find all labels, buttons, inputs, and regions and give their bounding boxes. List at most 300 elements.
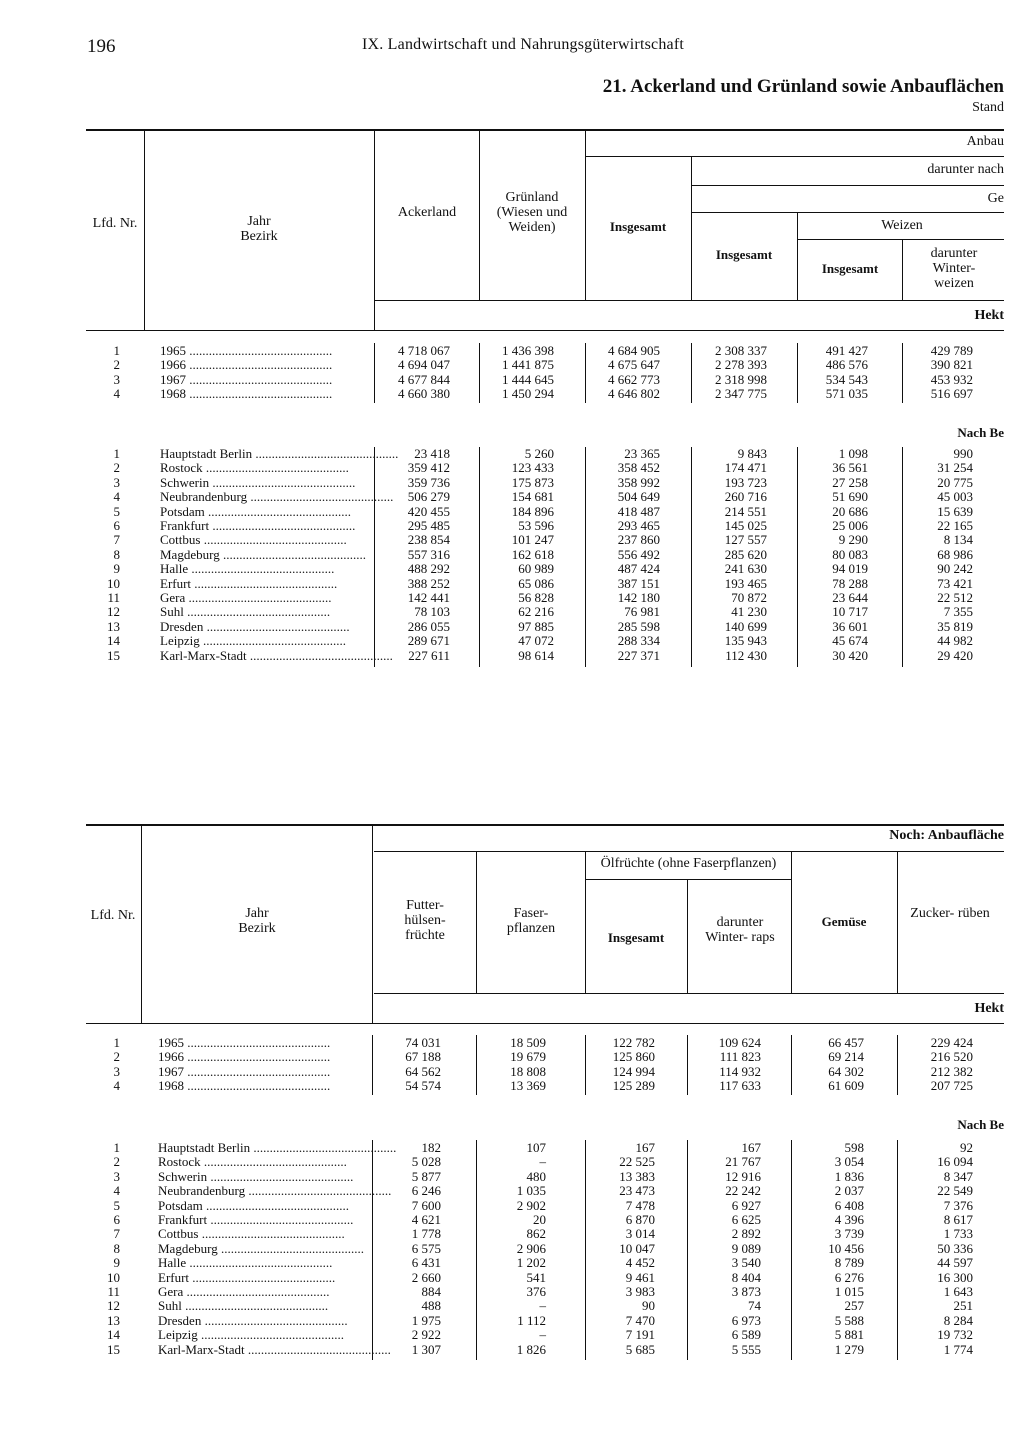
cell-value: 60 989 — [518, 561, 554, 577]
cell-value: 56 828 — [518, 590, 554, 605]
cell-value: 260 716 — [724, 489, 767, 505]
cell-value: 491 427 — [825, 343, 868, 358]
cell-value: 61 609 — [828, 1078, 864, 1094]
header-ge: Ge — [987, 191, 1004, 206]
cell-value: 5 260 — [524, 446, 554, 461]
cell-value: 387 151 — [617, 575, 660, 591]
cell-value: 80 083 — [832, 546, 868, 562]
cell-value: 1 643 — [943, 1284, 973, 1299]
row-label: Schwerin ............................................ — [158, 1168, 354, 1184]
row-label: Dresden ............................................ — [160, 618, 350, 634]
cell-value: 51 690 — [832, 489, 868, 505]
cell-value: 285 598 — [617, 618, 660, 634]
cell-value: 2 660 — [411, 1269, 441, 1285]
row-number: 5 — [113, 1197, 120, 1213]
cell-value: 4 694 047 — [398, 357, 450, 373]
cell-value: 557 316 — [407, 546, 450, 562]
cell-value: 6 431 — [411, 1255, 441, 1271]
cell-value: 125 289 — [612, 1078, 655, 1094]
cell-value: 5 877 — [411, 1168, 441, 1184]
cell-value: 6 625 — [731, 1212, 761, 1227]
row-label: Erfurt ............................................ — [160, 575, 338, 591]
cell-value: 142 180 — [617, 590, 660, 605]
row-label: Cottbus ............................................ — [158, 1226, 345, 1242]
cell-value: 3 739 — [834, 1226, 864, 1242]
cell-value: 487 424 — [617, 561, 660, 577]
cell-value: 74 — [748, 1298, 761, 1314]
row-label: Suhl ............................................ — [158, 1298, 329, 1314]
row-number: 13 — [107, 618, 120, 634]
cell-value: 140 699 — [724, 618, 767, 634]
cell-value: 3 014 — [625, 1226, 655, 1242]
cell-value: 3 873 — [731, 1284, 761, 1299]
cell-value: 5 555 — [731, 1341, 761, 1357]
cell-value: 92 — [960, 1140, 973, 1155]
cell-value: 47 072 — [518, 633, 554, 649]
row-number: 15 — [107, 647, 120, 663]
section-label: Nach Be — [957, 425, 1004, 440]
cell-value: 18 808 — [510, 1063, 546, 1079]
cell-value: 534 543 — [825, 371, 868, 387]
cell-value: 1 733 — [943, 1226, 973, 1242]
row-number: 3 — [113, 371, 120, 387]
cell-value: 5 881 — [834, 1327, 864, 1343]
cell-value: 18 509 — [510, 1035, 546, 1050]
cell-value: 6 870 — [625, 1212, 655, 1227]
header-anbau: Anbau — [966, 134, 1004, 149]
row-label: Rostock ............................................ — [158, 1154, 347, 1170]
cell-value: 358 992 — [617, 474, 660, 490]
cell-value: 207 725 — [930, 1078, 973, 1094]
cell-value: 65 086 — [518, 575, 554, 591]
cell-value: 22 549 — [937, 1183, 973, 1199]
row-number: 3 — [113, 1063, 120, 1079]
cell-value: 8 284 — [943, 1312, 973, 1328]
cell-value: 2 308 337 — [715, 343, 767, 358]
row-label: 1966 ............................................ — [158, 1049, 331, 1065]
row-label: Hauptstadt Berlin ............................................ — [158, 1140, 397, 1155]
row-number: 11 — [107, 590, 120, 605]
cell-value: 13 369 — [510, 1078, 546, 1094]
cell-value: 2 318 998 — [715, 371, 767, 387]
header-gruenland: Grünland (Wiesen und Weiden) — [496, 190, 568, 235]
cell-value: 22 242 — [725, 1183, 761, 1199]
cell-value: 94 019 — [832, 561, 868, 577]
cell-value: 44 597 — [937, 1255, 973, 1271]
cell-value: 98 614 — [518, 647, 554, 663]
header-noch-anbauflaeche: Noch: Anbaufläche — [889, 828, 1004, 843]
cell-value: 45 674 — [832, 633, 868, 649]
row-label: 1965 ............................................ — [158, 1035, 331, 1050]
cell-value: 76 981 — [624, 604, 660, 620]
cell-value: 19 679 — [510, 1049, 546, 1065]
cell-value: 7 470 — [625, 1312, 655, 1328]
section-label-2: Nach Be — [957, 1117, 1004, 1132]
cell-value: 257 — [844, 1298, 864, 1314]
row-number: 12 — [107, 1298, 120, 1314]
cell-value: 97 885 — [518, 618, 554, 634]
header-jahr-bezirk: Jahr Bezirk — [240, 214, 278, 244]
row-label: Frankfurt ............................................ — [160, 518, 356, 533]
header-jahr-bezirk-2: Jahr Bezirk — [238, 906, 276, 936]
row-label: Neubrandenburg ............................................ — [158, 1183, 392, 1199]
cell-value: 4 646 802 — [608, 386, 660, 402]
header-darunter-nach: darunter nach — [927, 162, 1004, 177]
row-label: Halle ............................................ — [158, 1255, 333, 1271]
cell-value: 2 037 — [834, 1183, 864, 1199]
cell-value: 167 — [635, 1140, 655, 1155]
cell-value: 1 279 — [834, 1341, 864, 1357]
row-label: Suhl ............................................ — [160, 604, 331, 620]
cell-value: 1 015 — [834, 1284, 864, 1299]
row-label: Rostock ............................................ — [160, 460, 349, 476]
row-label: Potsdam ............................................ — [158, 1197, 350, 1213]
row-label: 1965 ............................................ — [160, 343, 333, 358]
cell-value: 227 611 — [408, 647, 450, 663]
header-oelfruechte: Ölfrüchte (ohne Faserpflanzen) — [600, 856, 777, 871]
cell-value: 884 — [421, 1284, 441, 1299]
cell-value: 2 902 — [516, 1197, 546, 1213]
cell-value: 1 774 — [943, 1341, 973, 1357]
row-label: Leipzig ............................................ — [160, 633, 346, 649]
cell-value: 214 551 — [724, 503, 767, 519]
cell-value: 4 718 067 — [398, 343, 450, 358]
cell-value: 598 — [844, 1140, 864, 1155]
table-title: 21. Ackerland und Grünland sowie Anbauflächen — [602, 76, 1004, 97]
cell-value: 50 336 — [937, 1240, 973, 1256]
cell-value: 486 576 — [825, 357, 868, 373]
row-label: Erfurt ............................................ — [158, 1269, 336, 1285]
cell-value: 30 420 — [832, 647, 868, 663]
row-number: 1 — [113, 1140, 120, 1155]
cell-value: 36 561 — [832, 460, 868, 476]
row-label: Potsdam ............................................ — [160, 503, 352, 519]
cell-value: 44 982 — [937, 633, 973, 649]
cell-value: 22 525 — [619, 1154, 655, 1170]
cell-value: 862 — [526, 1226, 546, 1242]
row-number: 2 — [113, 460, 120, 476]
cell-value: 142 441 — [407, 590, 450, 605]
cell-value: 70 872 — [731, 590, 767, 605]
row-number: 7 — [113, 1226, 120, 1242]
row-label: Hauptstadt Berlin ............................................ — [160, 446, 399, 461]
cell-value: 175 873 — [511, 474, 554, 490]
cell-value: 69 214 — [828, 1049, 864, 1065]
cell-value: 78 103 — [414, 604, 450, 620]
cell-value: 1 098 — [838, 446, 868, 461]
cell-value: 8 347 — [943, 1168, 973, 1184]
cell-value: 101 247 — [511, 532, 554, 548]
cell-value: 154 681 — [511, 489, 554, 505]
cell-value: 2 892 — [731, 1226, 761, 1242]
cell-value: 20 — [533, 1212, 546, 1227]
cell-value: 4 660 380 — [398, 386, 450, 402]
cell-value: 9 089 — [731, 1240, 761, 1256]
cell-value: 45 003 — [937, 489, 973, 505]
cell-value: 10 047 — [619, 1240, 655, 1256]
cell-value: 23 473 — [619, 1183, 655, 1199]
row-label: Gera ............................................ — [160, 590, 332, 605]
header-winterweizen: darunter Winter- weizen — [930, 246, 978, 291]
cell-value: 1 441 875 — [502, 357, 554, 373]
cell-value: 571 035 — [825, 386, 868, 402]
header-ackerland: Ackerland — [397, 205, 457, 220]
cell-value: 1 112 — [517, 1312, 546, 1328]
cell-value: 23 418 — [414, 446, 450, 461]
cell-value: 21 767 — [725, 1154, 761, 1170]
row-number: 14 — [107, 1327, 120, 1343]
cell-value: 4 396 — [834, 1212, 864, 1227]
cell-value: 359 412 — [407, 460, 450, 476]
row-number: 13 — [107, 1312, 120, 1328]
row-number: 8 — [113, 1240, 120, 1256]
cell-value: 1 836 — [834, 1168, 864, 1184]
cell-value: 23 644 — [832, 590, 868, 605]
cell-value: 3 983 — [625, 1284, 655, 1299]
cell-value: 25 006 — [832, 518, 868, 533]
row-label: Magdeburg ............................................ — [158, 1240, 364, 1256]
cell-value: 8 789 — [834, 1255, 864, 1271]
page-number: 196 — [87, 36, 116, 57]
cell-value: 241 630 — [724, 561, 767, 577]
cell-value: 127 557 — [724, 532, 767, 548]
chapter-title: IX. Landwirtschaft und Nahrungsgüterwirtschaft — [362, 36, 684, 53]
cell-value: 1 450 294 — [502, 386, 554, 402]
cell-value: 212 382 — [930, 1063, 973, 1079]
cell-value: 1 444 645 — [502, 371, 554, 387]
cell-value: 286 055 — [407, 618, 450, 634]
row-label: Karl-Marx-Stadt ............................................ — [160, 647, 393, 663]
cell-value: 488 292 — [407, 561, 450, 577]
cell-value: 36 601 — [832, 618, 868, 634]
cell-value: 6 575 — [411, 1240, 441, 1256]
cell-value: 227 371 — [617, 647, 660, 663]
header-zuckerrueben: Zucker- rüben — [910, 906, 990, 921]
cell-value: 4 675 647 — [608, 357, 660, 373]
cell-value: 123 433 — [511, 460, 554, 476]
row-label: Magdeburg ............................................ — [160, 546, 366, 562]
cell-value: 9 290 — [838, 532, 868, 548]
cell-value: 125 860 — [612, 1049, 655, 1065]
stand-label: Stand — [972, 100, 1004, 115]
cell-value: 8 617 — [943, 1212, 973, 1227]
row-label: Gera ............................................ — [158, 1284, 330, 1299]
cell-value: 5 588 — [834, 1312, 864, 1328]
cell-value: 73 421 — [937, 575, 973, 591]
cell-value: 2 906 — [516, 1240, 546, 1256]
cell-value: 6 973 — [731, 1312, 761, 1328]
cell-value: 67 188 — [405, 1049, 441, 1065]
cell-value: 114 932 — [719, 1063, 761, 1079]
cell-value: 418 487 — [617, 503, 660, 519]
row-number: 3 — [113, 474, 120, 490]
row-number: 7 — [113, 532, 120, 548]
header-lfd-nr: Lfd. Nr. — [92, 216, 138, 231]
cell-value: 10 717 — [832, 604, 868, 620]
row-label: Dresden ............................................ — [158, 1312, 348, 1328]
cell-value: 64 562 — [405, 1063, 441, 1079]
cell-value: 4 621 — [411, 1212, 441, 1227]
cell-value: 288 334 — [617, 633, 660, 649]
cell-value: 480 — [526, 1168, 546, 1184]
row-label: Leipzig ............................................ — [158, 1327, 344, 1343]
cell-value: 990 — [953, 446, 973, 461]
cell-value: 64 302 — [828, 1063, 864, 1079]
cell-value: 295 485 — [407, 518, 450, 533]
cell-value: 111 823 — [719, 1049, 761, 1065]
row-label: Halle ............................................ — [160, 561, 335, 577]
cell-value: 7 478 — [625, 1197, 655, 1213]
cell-value: 135 943 — [724, 633, 767, 649]
row-number: 9 — [113, 1255, 120, 1271]
cell-value: 420 455 — [407, 503, 450, 519]
cell-value: 8 404 — [731, 1269, 761, 1285]
row-number: 2 — [113, 1049, 120, 1065]
cell-value: 184 896 — [511, 503, 554, 519]
cell-value: 193 465 — [724, 575, 767, 591]
cell-value: 13 383 — [619, 1168, 655, 1184]
cell-value: 62 216 — [518, 604, 554, 620]
row-label: 1968 ............................................ — [160, 386, 333, 402]
cell-value: – — [539, 1298, 546, 1314]
header-oel-insgesamt: Insgesamt — [607, 930, 665, 945]
row-number: 1 — [113, 1035, 120, 1050]
row-number: 4 — [113, 386, 120, 402]
row-number: 2 — [113, 357, 120, 373]
row-number: 4 — [113, 1078, 120, 1094]
cell-value: 6 276 — [834, 1269, 864, 1285]
cell-value: 1 778 — [411, 1226, 441, 1242]
cell-value: 193 723 — [724, 474, 767, 490]
cell-value: 74 031 — [405, 1035, 441, 1050]
cell-value: 7 355 — [943, 604, 973, 620]
cell-value: 174 471 — [724, 460, 767, 476]
cell-value: 20 686 — [832, 503, 868, 519]
row-number: 12 — [107, 604, 120, 620]
cell-value: 556 492 — [617, 546, 660, 562]
row-number: 11 — [107, 1284, 120, 1299]
cell-value: 5 028 — [411, 1154, 441, 1170]
cell-value: 182 — [421, 1140, 441, 1155]
cell-value: 6 589 — [731, 1327, 761, 1343]
row-label: Neubrandenburg ............................................ — [160, 489, 394, 505]
cell-value: 6 408 — [834, 1197, 864, 1213]
cell-value: 4 662 773 — [608, 371, 660, 387]
row-number: 3 — [113, 1168, 120, 1184]
cell-value: 1 975 — [411, 1312, 441, 1328]
cell-value: 78 288 — [832, 575, 868, 591]
row-number: 5 — [113, 503, 120, 519]
header-weizen: Weizen — [881, 218, 923, 233]
cell-value: 109 624 — [718, 1035, 761, 1050]
row-number: 4 — [113, 489, 120, 505]
cell-value: 122 782 — [612, 1035, 655, 1050]
cell-value: 162 618 — [511, 546, 554, 562]
header-faserpflanzen: Faser- pflanzen — [506, 906, 556, 936]
cell-value: 237 860 — [617, 532, 660, 548]
cell-value: 9 461 — [625, 1269, 655, 1285]
cell-value: 66 457 — [828, 1035, 864, 1050]
row-label: Karl-Marx-Stadt ............................................ — [158, 1341, 391, 1357]
cell-value: 8 134 — [943, 532, 973, 548]
cell-value: 4 677 844 — [398, 371, 450, 387]
cell-value: 22 512 — [937, 590, 973, 605]
cell-value: 229 424 — [930, 1035, 973, 1050]
cell-value: 3 540 — [731, 1255, 761, 1271]
cell-value: 19 732 — [937, 1327, 973, 1343]
cell-value: 1 307 — [411, 1341, 441, 1357]
cell-value: 289 671 — [407, 633, 450, 649]
header-lfd-nr-2: Lfd. Nr. — [90, 908, 136, 923]
cell-value: 10 456 — [828, 1240, 864, 1256]
cell-value: 7 376 — [943, 1197, 973, 1213]
row-label: Cottbus ............................................ — [160, 532, 347, 548]
cell-value: 117 633 — [719, 1078, 761, 1094]
row-number: 9 — [113, 561, 120, 577]
cell-value: 488 — [421, 1298, 441, 1314]
cell-value: 4 684 905 — [608, 343, 660, 358]
cell-value: 453 932 — [930, 371, 973, 387]
cell-value: 9 843 — [737, 446, 767, 461]
row-label: 1966 ............................................ — [160, 357, 333, 373]
cell-value: 107 — [526, 1140, 546, 1155]
cell-value: 54 574 — [405, 1078, 441, 1094]
cell-value: 1 826 — [516, 1341, 546, 1357]
cell-value: 2 347 775 — [715, 386, 767, 402]
cell-value: 53 596 — [518, 518, 554, 533]
cell-value: 1 035 — [516, 1183, 546, 1199]
header-ge-insgesamt: Insgesamt — [715, 247, 773, 262]
row-number: 10 — [107, 1269, 120, 1285]
cell-value: 145 025 — [724, 518, 767, 533]
cell-value: 2 278 393 — [715, 357, 767, 373]
cell-value: 376 — [526, 1284, 546, 1299]
cell-value: 16 300 — [937, 1269, 973, 1285]
cell-value: 358 452 — [617, 460, 660, 476]
cell-value: 359 736 — [407, 474, 450, 490]
cell-value: 7 600 — [411, 1197, 441, 1213]
cell-value: 7 191 — [625, 1327, 655, 1343]
cell-value: 429 789 — [930, 343, 973, 358]
header-anbau-insgesamt: Insgesamt — [609, 219, 667, 234]
cell-value: 90 — [642, 1298, 655, 1314]
cell-value: 12 916 — [725, 1168, 761, 1184]
cell-value: 124 994 — [612, 1063, 655, 1079]
cell-value: 90 242 — [937, 561, 973, 577]
row-number: 4 — [113, 1183, 120, 1199]
cell-value: 390 821 — [930, 357, 973, 373]
row-number: 1 — [113, 446, 120, 461]
cell-value: 6 246 — [411, 1183, 441, 1199]
cell-value: 251 — [953, 1298, 973, 1314]
cell-value: 3 054 — [834, 1154, 864, 1170]
row-number: 6 — [113, 1212, 120, 1227]
row-number: 1 — [113, 343, 120, 358]
cell-value: 22 165 — [937, 518, 973, 533]
header-unit-2: Hekt — [974, 1001, 1004, 1016]
cell-value: 20 775 — [937, 474, 973, 490]
cell-value: 2 922 — [411, 1327, 441, 1343]
cell-value: 504 649 — [617, 489, 660, 505]
cell-value: 6 927 — [731, 1197, 761, 1213]
row-label: 1967 ............................................ — [158, 1063, 331, 1079]
row-number: 6 — [113, 518, 120, 533]
header-unit: Hekt — [974, 308, 1004, 323]
row-label: 1968 ............................................ — [158, 1078, 331, 1094]
header-winterraps: darunter Winter- raps — [705, 915, 775, 945]
cell-value: 1 436 398 — [502, 343, 554, 358]
cell-value: 112 430 — [725, 647, 767, 663]
